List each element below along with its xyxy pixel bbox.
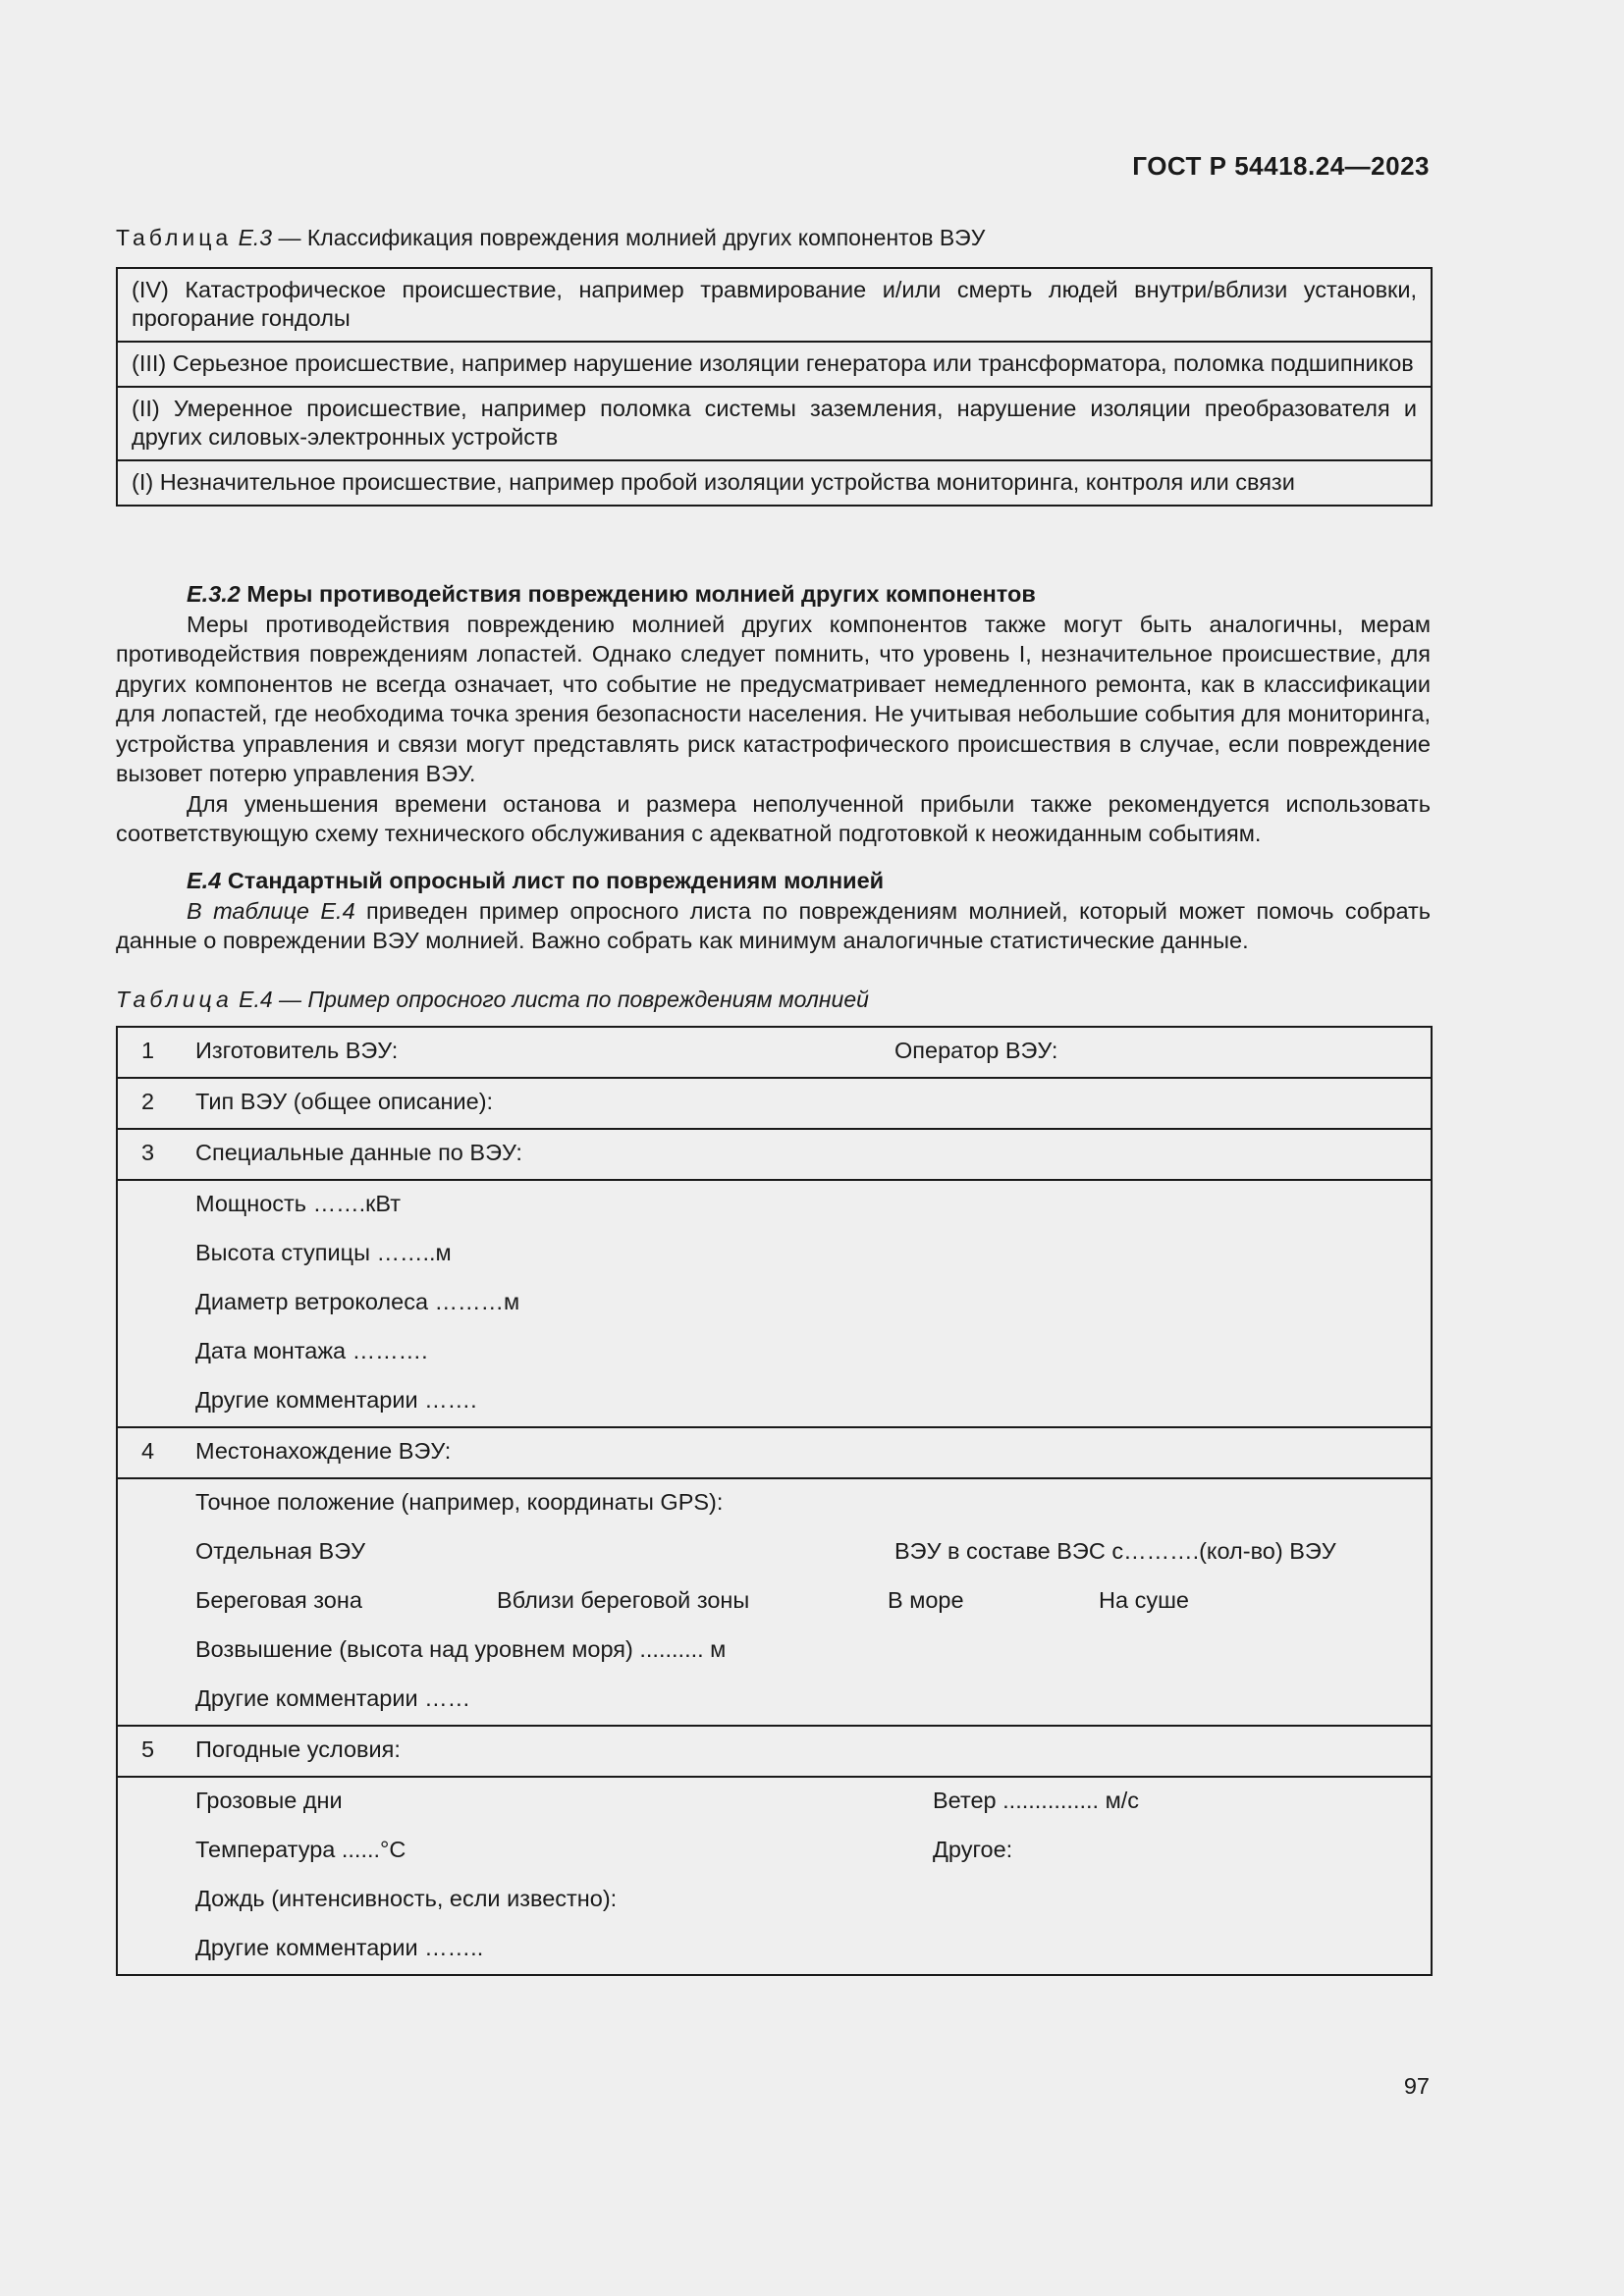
damage-classification-table [116, 267, 1433, 507]
table-e3-caption [116, 225, 985, 251]
thunder-days-field: Грозовые дни [195, 1788, 343, 1813]
near-coast-option: Вблизи береговой зоны [497, 1587, 750, 1613]
row-weather-details [118, 1776, 1431, 1974]
type-label: Тип ВЭУ (общее описание): [195, 1089, 494, 1114]
row-special-data [118, 1128, 1431, 1179]
other-field: Другое: [933, 1837, 1013, 1862]
section-number: E.3.2 [187, 581, 241, 607]
caption-table-number: E.3 [238, 225, 273, 250]
questionnaire-table [116, 1026, 1433, 1976]
caption-title: — Классификация повреждения молнией других компонентов ВЭУ [278, 225, 986, 250]
section-e4 [116, 866, 1431, 956]
installation-date-field: Дата монтажа ………. [195, 1338, 428, 1363]
paragraph: Меры противодействия повреждению молнией других компонентов также могут быть аналогичны, мерам противодействия повреждениям лопастей. Однако следует помнить, что уровень I, незначительное происшествие, для других компонентов не всегда означает, что событие не предусматривает немедленного ремонта, как в классификации для лопастей, где необходима точка зрения безопасности населения. Не учитывая небольшие события для мониторинга, устройства управления и связи могут представлять риск катастрофического происшествия в случае, если повреждение вызовет потерю управления ВЭУ. [116, 611, 1431, 786]
rotor-diameter-field: Диаметр ветроколеса ………м [195, 1289, 520, 1314]
caption-title: E.4 — Пример опросного листа по повреждениям молнией [239, 987, 869, 1012]
row-location [118, 1426, 1431, 1477]
wind-field: Ветер ............... м/с [933, 1788, 1140, 1813]
temperature-field: Температура ......°С [195, 1837, 406, 1862]
row-manufacturer [118, 1028, 1431, 1077]
page-number: 97 [1403, 2073, 1430, 2099]
section-title: Стандартный опросный лист по повреждениям молнией [227, 868, 885, 893]
paragraph [116, 896, 1431, 956]
row-special-data-details [118, 1179, 1431, 1426]
paragraph: Для уменьшения времени останова и размера неполученной прибыли также рекомендуется использовать соответствующую схему технического обслуживания с адекватной подготовкой к неожиданным событиям. [116, 790, 1431, 846]
power-field: Мощность …….кВт [195, 1191, 402, 1216]
caption-prefix: Таблица [116, 987, 233, 1012]
location-label: Местонахождение ВЭУ: [195, 1438, 452, 1464]
table-row: (I) Незначительное происшествие, например пробой изоляции устройства мониторинга, контроля или связи [117, 460, 1432, 506]
exact-position-field: Точное положение (например, координаты GPS): [195, 1489, 724, 1515]
rain-field: Дождь (интенсивность, если известно): [195, 1886, 618, 1911]
onshore-option: На суше [1099, 1587, 1189, 1613]
table-reference: В таблице E.4 [187, 897, 355, 924]
row-weather [118, 1725, 1431, 1776]
table-row: (IV) Катастрофическое происшествие, например травмирование и/или смерть людей внутри/вблизи установки, прогорание гондолы [117, 268, 1432, 342]
row-number: 3 [141, 1140, 155, 1165]
comments-field: Другие комментарии …….. [195, 1935, 484, 1960]
row-number: 4 [141, 1438, 155, 1464]
section-number: E.4 [187, 868, 222, 893]
paragraph-text: приведен пример опросного листа по повреждениям молнией, который может помочь собрать данные о повреждении ВЭУ молнией. Важно собрать как минимум аналогичные статистические данные. [116, 897, 1431, 953]
row-location-details [118, 1477, 1431, 1725]
row-number: 1 [141, 1038, 155, 1063]
elevation-field: Возвышение (высота над уровнем моря) .......... м [195, 1636, 727, 1662]
table-e4-caption [116, 987, 869, 1013]
manufacturer-label: Изготовитель ВЭУ: [195, 1038, 399, 1063]
table-row: (III) Серьезное происшествие, например нарушение изоляции генератора или трансформатора, поломка подшипников [117, 342, 1432, 387]
comments-field: Другие комментарии ……. [195, 1387, 477, 1413]
operator-label: Оператор ВЭУ: [894, 1038, 1058, 1063]
standard-code: ГОСТ Р 54418.24—2023 [1132, 151, 1430, 181]
special-data-label: Специальные данные по ВЭУ: [195, 1140, 522, 1165]
section-heading [116, 579, 1431, 610]
caption-prefix: Таблица [116, 225, 233, 250]
comments-field: Другие комментарии …… [195, 1685, 471, 1711]
hub-height-field: Высота ступицы ……..м [195, 1240, 452, 1265]
row-type [118, 1077, 1431, 1128]
row-number: 5 [141, 1736, 155, 1762]
wind-farm-option: ВЭУ в составе ВЭС с……….(кол-во) ВЭУ [894, 1538, 1336, 1564]
section-heading [116, 866, 1431, 896]
coastal-zone-option: Береговая зона [195, 1587, 362, 1613]
section-e32 [116, 579, 1431, 849]
table-row: (II) Умеренное происшествие, например поломка системы заземления, нарушение изоляции преобразователя и других силовых-электронных устройств [117, 387, 1432, 460]
single-turbine-option: Отдельная ВЭУ [195, 1538, 366, 1564]
weather-label: Погодные условия: [195, 1736, 401, 1762]
row-number: 2 [141, 1089, 155, 1114]
section-title: Меры противодействия повреждению молнией других компонентов [246, 581, 1036, 607]
offshore-option: В море [888, 1587, 964, 1613]
